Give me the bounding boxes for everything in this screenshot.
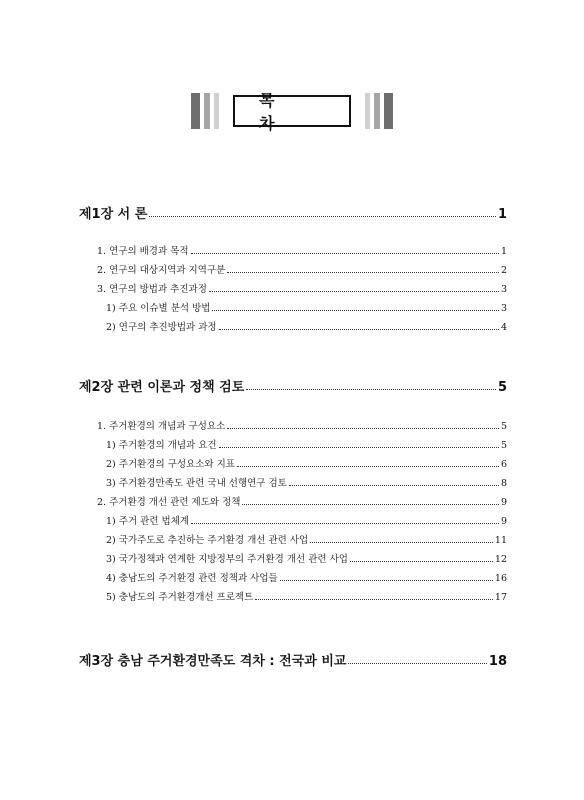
dot-leader bbox=[246, 388, 496, 390]
dot-leader bbox=[348, 662, 486, 664]
toc-page-number: 9 bbox=[500, 516, 507, 527]
dot-leader bbox=[310, 541, 493, 543]
toc-page-number: 18 bbox=[488, 654, 507, 669]
toc-page-number: 12 bbox=[494, 554, 507, 565]
dot-leader bbox=[280, 579, 493, 581]
toc-page-number: 1 bbox=[497, 207, 507, 222]
decorative-bars-left bbox=[191, 93, 223, 129]
toc-entry-label: 1. 주거환경의 개념과 구성요소 bbox=[97, 421, 226, 432]
toc-page-number: 11 bbox=[494, 535, 507, 546]
toc-page-number: 5 bbox=[497, 380, 507, 395]
toc-entry[interactable] bbox=[106, 475, 507, 489]
dot-leader bbox=[212, 309, 499, 311]
toc-page-number: 6 bbox=[500, 459, 507, 470]
toc-entry-label: 제1장 서 론 bbox=[79, 207, 148, 222]
toc-entry[interactable] bbox=[106, 589, 507, 603]
toc-entry[interactable] bbox=[106, 551, 507, 565]
dot-leader bbox=[237, 465, 499, 467]
toc-entry[interactable] bbox=[97, 262, 507, 276]
toc-entry-label: 2) 주거환경의 구성요소와 지표 bbox=[106, 459, 235, 470]
dot-leader bbox=[227, 427, 499, 429]
toc-page-number: 3 bbox=[500, 284, 507, 295]
toc-entry[interactable] bbox=[106, 437, 507, 451]
toc-entry-label: 제2장 관련 이론과 정책 검토 bbox=[79, 380, 245, 395]
toc-header bbox=[0, 91, 584, 133]
toc-entry[interactable] bbox=[106, 532, 507, 546]
toc-entry-label: 3) 국가정책과 연계한 지방정부의 주거환경 개선 관련 사업 bbox=[106, 554, 348, 565]
toc-entry-label: 2. 주거환경 개선 관련 제도와 정책 bbox=[97, 497, 241, 508]
toc-entry[interactable] bbox=[106, 456, 507, 470]
toc-entry-label: 3. 연구의 방법과 추진과정 bbox=[97, 284, 207, 295]
toc-entry[interactable] bbox=[106, 300, 507, 314]
toc-entry[interactable] bbox=[97, 418, 507, 432]
toc-entry-label: 2) 연구의 추진방법과 과정 bbox=[106, 322, 217, 333]
toc-entry-label: 1) 주요 이슈별 분석 방법 bbox=[106, 303, 211, 314]
toc-entry[interactable] bbox=[97, 281, 507, 295]
decorative-bars-right bbox=[361, 93, 393, 129]
toc-page-number: 3 bbox=[500, 303, 507, 314]
dot-leader bbox=[149, 215, 496, 217]
toc-entry[interactable] bbox=[97, 494, 507, 508]
toc-page-number: 5 bbox=[500, 421, 507, 432]
toc-page-number: 16 bbox=[494, 573, 507, 584]
dot-leader bbox=[191, 252, 499, 254]
toc-chapter-entry[interactable] bbox=[79, 650, 507, 669]
toc-chapter-entry[interactable] bbox=[79, 376, 507, 395]
toc-entry-label: 2) 국가주도로 추진하는 주거환경 개선 관련 사업 bbox=[106, 535, 309, 546]
toc-entry-label: 1) 주거환경의 개념과 요건 bbox=[106, 440, 217, 451]
toc-entry[interactable] bbox=[106, 513, 507, 527]
dot-leader bbox=[242, 503, 498, 505]
toc-entry-label: 4) 충남도의 주거환경 관련 정책과 사업들 bbox=[106, 573, 278, 584]
toc-entry[interactable] bbox=[106, 319, 507, 333]
dot-leader bbox=[255, 598, 493, 600]
toc-chapter-entry[interactable] bbox=[79, 203, 507, 222]
toc-entry-label: 1) 주거 관련 법체계 bbox=[106, 516, 190, 527]
toc-entry-label: 3) 주거환경만족도 관련 국내 선행연구 검토 bbox=[106, 478, 287, 489]
toc-page-number: 9 bbox=[500, 497, 507, 508]
toc-entry[interactable] bbox=[97, 243, 507, 257]
dot-leader bbox=[289, 484, 499, 486]
toc-page-number: 2 bbox=[500, 265, 507, 276]
toc-entry-label: 2. 연구의 대상지역과 지역구분 bbox=[97, 265, 226, 276]
dot-leader bbox=[219, 328, 499, 330]
dot-leader bbox=[219, 446, 499, 448]
toc-page-number: 8 bbox=[500, 478, 507, 489]
toc-page-number: 4 bbox=[500, 322, 507, 333]
toc-page-number: 5 bbox=[500, 440, 507, 451]
dot-leader bbox=[209, 290, 499, 292]
dot-leader bbox=[227, 271, 499, 273]
page-title: 목 차 bbox=[233, 95, 351, 127]
dot-leader bbox=[350, 560, 493, 562]
toc-entry-label: 제3장 충남 주거환경만족도 격차 : 전국과 비교 bbox=[79, 654, 347, 669]
dot-leader bbox=[191, 522, 499, 524]
toc-page-number: 1 bbox=[500, 246, 507, 257]
toc-entry-label: 5) 충남도의 주거환경개선 프로젝트 bbox=[106, 592, 254, 603]
toc-entry-label: 1. 연구의 배경과 목적 bbox=[97, 246, 189, 257]
toc-page-number: 17 bbox=[494, 592, 507, 603]
toc-entry[interactable] bbox=[106, 570, 507, 584]
